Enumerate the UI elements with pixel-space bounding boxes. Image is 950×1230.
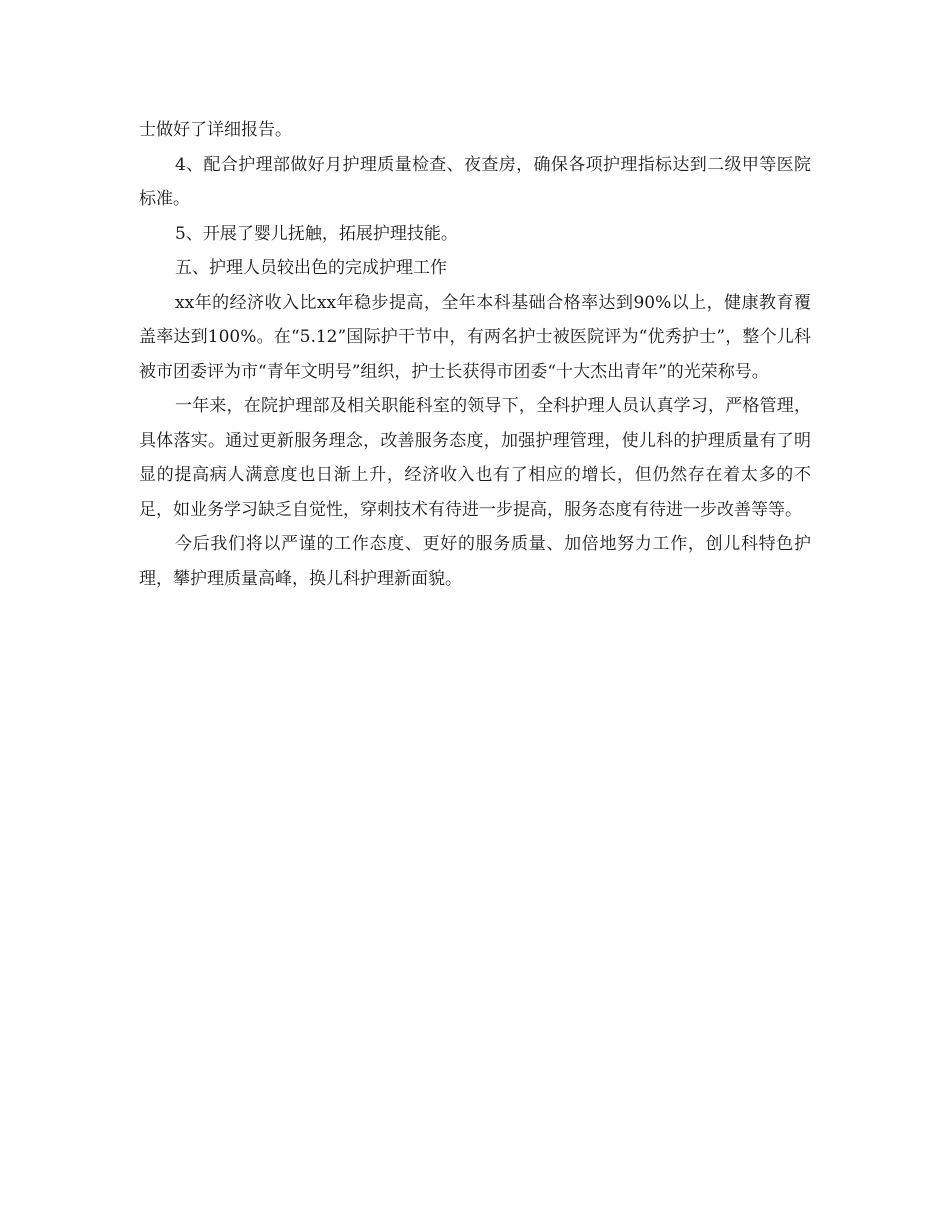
section-heading-five: 五、护理人员较出色的完成护理工作 <box>175 258 447 278</box>
paragraph-year-summary: 一年来，在院护理部及相关职能科室的领导下，全科护理人员认真学习，严格管理，具体落实。通过更新服务理念，改善服务态度，加强护理管理，使儿科的护理质量有了明显的提高病人满意度也日渐上升，经济收入也有了相应的增长，但仍然存在着太多的不足，如业务学习缺乏自觉性，穿刺技术有待进一步提高，服务态度有待进一步改善等等。 <box>139 396 811 520</box>
paragraph-future-plans: 今后我们将以严谨的工作态度、更好的服务质量、加倍地努力工作，创儿科特色护理，攀护理质量高峰，换儿科护理新面貌。 <box>139 534 811 589</box>
paragraph-income-awards: xx年的经济收入比xx年稳步提高，全年本科基础合格率达到90%以上，健康教育覆盖率达到100%。在“5.12”国际护干节中，有两名护士被医院评为“优秀护士”，整个儿科被市团委评为市“青年文明号”组织，护士长获得市团委“十大杰出青年”的光荣称号。 <box>139 292 811 382</box>
paragraph-report-end: 士做好了详细报告。 <box>139 120 292 140</box>
paragraph-infant-touch: 5、开展了婴儿抚触，拓展护理技能。 <box>175 223 458 244</box>
document-body <box>139 113 811 596</box>
paragraph-quality-check: 4、配合护理部做好月护理质量检查、夜查房，确保各项护理指标达到二级甲等医院标准。 <box>139 154 811 209</box>
